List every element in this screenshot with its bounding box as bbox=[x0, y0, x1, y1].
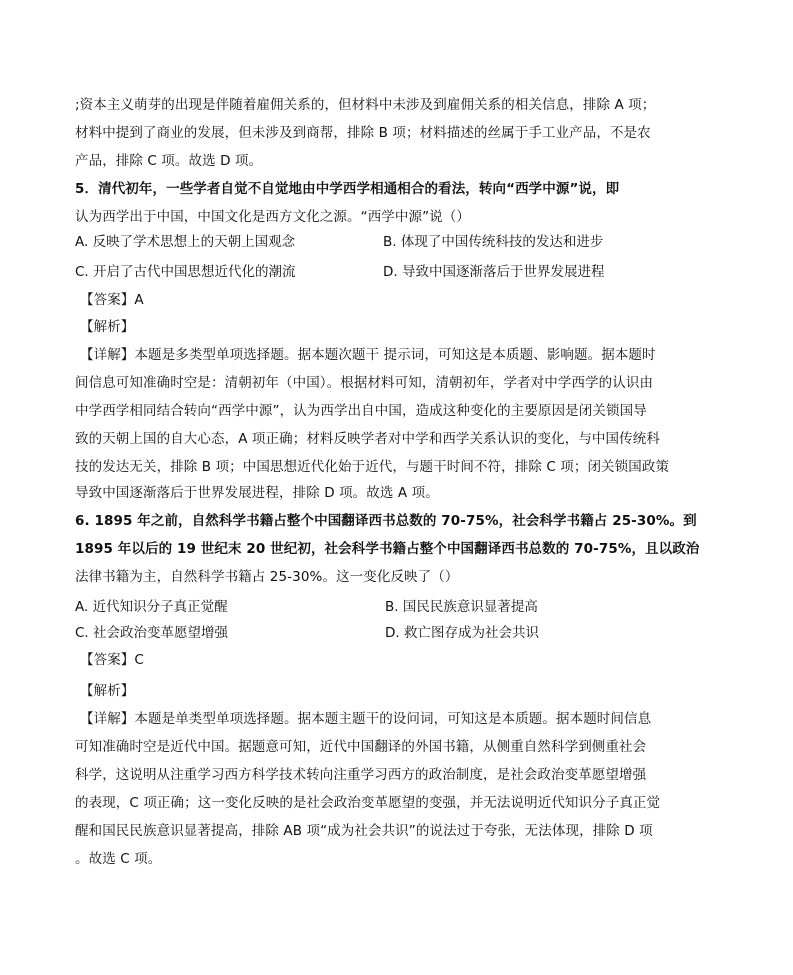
q5-option-c: C. 开启了古代中国思想近代化的潮流 bbox=[75, 264, 296, 280]
q5-option-b: B. 体现了中国传统科技的发达和进步 bbox=[383, 234, 604, 250]
q5-detail-line: 导致中国逐渐落后于世界发展进程，排除 D 项。故选 A 项。 bbox=[75, 485, 439, 501]
passage-line: 材料中提到了商业的发展，但未涉及到商帮，排除 B 项；材料描述的丝属于手工业产品，不是农 bbox=[75, 125, 651, 141]
q6-detail-line: 科学，这说明从注重学习西方科学技术转向注重学习西方的政治制度，是社会政治变革愿望增强 bbox=[75, 767, 647, 783]
q5-analysis-label: 【解析】 bbox=[80, 319, 135, 335]
q5-option-d: D. 导致中国逐渐落后于世界发展进程 bbox=[383, 264, 605, 280]
q6-detail-line: 。故选 C 项。 bbox=[75, 851, 162, 867]
question-6-stem: 6. 1895 年之前，自然科学书籍占整个中国翻译西书总数的 70-75%，社会科学书籍占 25-30%。到 bbox=[75, 513, 697, 529]
q5-detail-line: 【详解】本题是多类型单项选择题。据本题次题干 提示词，可知这是本质题、影响题。据本题时 bbox=[80, 347, 656, 363]
q6-detail-line: 可知准确时空是近代中国。据题意可知，近代中国翻译的外国书籍，从侧重自然科学到侧重社会 bbox=[75, 739, 647, 755]
q5-answer: 【答案】A bbox=[80, 292, 144, 308]
q6-option-c: C. 社会政治变革愿望增强 bbox=[75, 625, 229, 641]
q6-detail-line: 的表现，C 项正确；这一变化反映的是社会政治变革愿望的变强，并无法说明近代知识分子真正觉 bbox=[75, 795, 661, 811]
question-6-stem: 1895 年以后的 19 世纪末 20 世纪初，社会科学书籍占整个中国翻译西书总数的 70-75%，且以政治 bbox=[75, 541, 700, 557]
q5-detail-line: 中学西学相同结合转向“西学中源”，认为西学出自中国，造成这种变化的主要原因是闭关锁国导 bbox=[75, 403, 647, 419]
q6-answer: 【答案】C bbox=[80, 652, 144, 668]
q5-detail-line: 致的天朝上国的自大心态，A 项正确；材料反映学者对中学和西学关系认识的变化，与中国传统科 bbox=[75, 431, 660, 447]
passage-line: ;资本主义萌芽的出现是伴随着雇佣关系的，但材料中未涉及到雇佣关系的相关信息，排除 A 项； bbox=[75, 97, 656, 113]
q6-detail-line: 【详解】本题是单类型单项选择题。据本题主题干的设问词，可知这是本质题。据本题时间信息 bbox=[80, 711, 652, 727]
question-5-stem: 认为西学出于中国，中国文化是西方文化之源。“西学中源”说（） bbox=[75, 209, 470, 225]
q5-detail-line: 间信息可知准确时空是：清朝初年（中国）。根据材料可知，清朝初年，学者对中学西学的认识由 bbox=[75, 375, 654, 391]
q6-option-d: D. 救亡图存成为社会共识 bbox=[385, 625, 539, 641]
q6-option-b: B. 国民民族意识显著提高 bbox=[385, 599, 538, 615]
q6-option-a: A. 近代知识分子真正觉醒 bbox=[75, 599, 228, 615]
question-5-stem: 5．清代初年，一些学者自觉不自觉地由中学西学相通相合的看法，转向“西学中源”说，即 bbox=[75, 181, 620, 197]
q6-detail-line: 醒和国民民族意识显著提高，排除 AB 项“成为社会共识”的说法过于夸张，无法体现，排除 D 项 bbox=[75, 823, 653, 839]
q5-detail-line: 技的发达无关，排除 B 项；中国思想近代化始于近代，与题干时间不符，排除 C 项；闭关锁国政策 bbox=[75, 459, 670, 475]
q6-analysis-label: 【解析】 bbox=[80, 683, 135, 699]
question-6-stem: 法律书籍为主，自然科学书籍占 25-30%。这一变化反映了（） bbox=[75, 569, 459, 585]
passage-line: 产品，排除 C 项。故选 D 项。 bbox=[75, 153, 263, 169]
q5-option-a: A. 反映了学术思想上的天朝上国观念 bbox=[75, 234, 296, 250]
